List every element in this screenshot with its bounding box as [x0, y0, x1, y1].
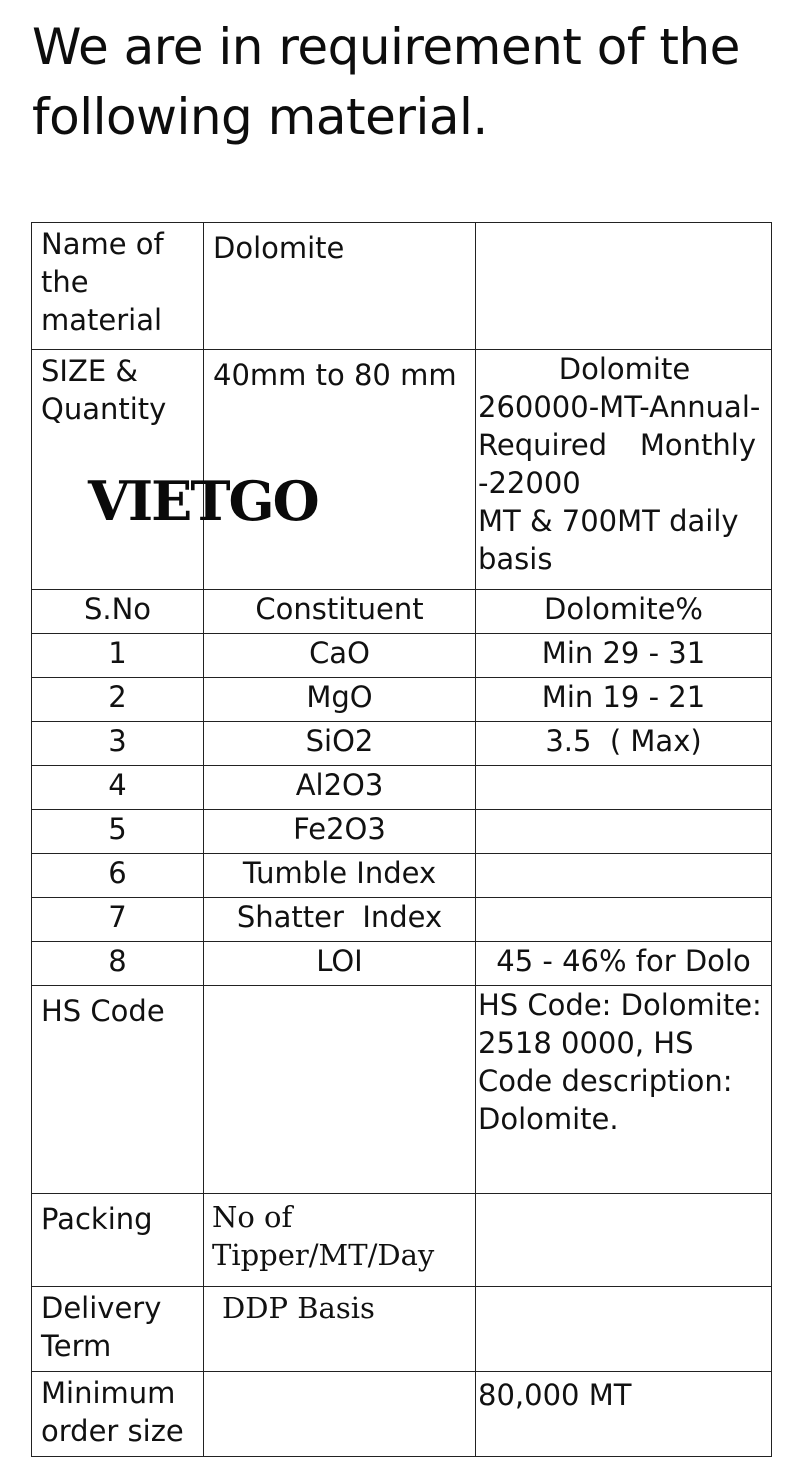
packing-value: No of Tipper/MT/Day [204, 1194, 476, 1287]
size-value: 40mm to 80 mm [204, 350, 476, 590]
table-row [32, 766, 772, 810]
row-sno: 5 [32, 810, 204, 854]
row-value [476, 810, 772, 854]
row-constituent: SiO2 [204, 722, 476, 766]
minimum-order-label: Minimum order size [32, 1372, 204, 1457]
table-row [32, 854, 772, 898]
delivery-term-row [32, 1287, 772, 1372]
table-row [32, 722, 772, 766]
empty-cell [476, 1194, 772, 1287]
material-spec-table [31, 222, 772, 1457]
material-name-label: Name of the material [32, 223, 204, 350]
quantity-line: Required Monthly [478, 428, 756, 462]
row-value [476, 898, 772, 942]
row-sno: 1 [32, 634, 204, 678]
row-sno: 4 [32, 766, 204, 810]
quantity-line: Dolomite [558, 352, 691, 386]
row-value [476, 766, 772, 810]
constituent-header-row [32, 590, 772, 634]
table-row [32, 898, 772, 942]
size-quantity-label: SIZE & Quantity [32, 350, 204, 590]
page-heading: We are in requirement of the following material. [32, 18, 740, 146]
vietgo-watermark: VIETGO [88, 469, 318, 533]
quantity-line: -22000 [478, 466, 581, 500]
column-header-sno: S.No [32, 590, 204, 634]
hs-code-value [204, 986, 476, 1194]
column-header-dolomite-percent: Dolomite% [476, 590, 772, 634]
row-sno: 7 [32, 898, 204, 942]
row-constituent: MgO [204, 678, 476, 722]
row-value: Min 19 - 21 [476, 678, 772, 722]
hs-code-row [32, 986, 772, 1194]
row-value [476, 854, 772, 898]
empty-cell [476, 223, 772, 350]
row-constituent: Tumble Index [204, 854, 476, 898]
row-sno: 8 [32, 942, 204, 986]
row-constituent: CaO [204, 634, 476, 678]
material-name-row [32, 223, 772, 350]
row-constituent: Fe2O3 [204, 810, 476, 854]
minimum-order-value: 80,000 MT [476, 1372, 772, 1457]
packing-label: Packing [32, 1194, 204, 1287]
hs-code-label: HS Code [32, 986, 204, 1194]
table-row [32, 942, 772, 986]
table-row [32, 634, 772, 678]
packing-row [32, 1194, 772, 1287]
delivery-term-label: Delivery Term [32, 1287, 204, 1372]
hs-code-description: HS Code: Dolomite: 2518 0000, HS Code description: Dolomite. [476, 986, 772, 1194]
row-constituent: Shatter Index [204, 898, 476, 942]
quantity-value [476, 350, 772, 590]
row-sno: 3 [32, 722, 204, 766]
empty-cell [476, 1287, 772, 1372]
row-sno: 6 [32, 854, 204, 898]
row-sno: 2 [32, 678, 204, 722]
table-row [32, 678, 772, 722]
row-value: Min 29 - 31 [476, 634, 772, 678]
minimum-order-row [32, 1372, 772, 1457]
row-value: 3.5 ( Max) [476, 722, 772, 766]
empty-cell [204, 1372, 476, 1457]
row-constituent: LOI [204, 942, 476, 986]
quantity-line: 260000-MT-Annual- [478, 390, 761, 424]
quantity-line: basis [478, 542, 553, 576]
table-row [32, 810, 772, 854]
column-header-constituent: Constituent [204, 590, 476, 634]
row-constituent: Al2O3 [204, 766, 476, 810]
quantity-line: MT & 700MT daily [478, 504, 739, 538]
row-value: 45 - 46% for Dolo [476, 942, 772, 986]
delivery-term-value: DDP Basis [204, 1287, 476, 1372]
material-name-value: Dolomite [204, 223, 476, 350]
